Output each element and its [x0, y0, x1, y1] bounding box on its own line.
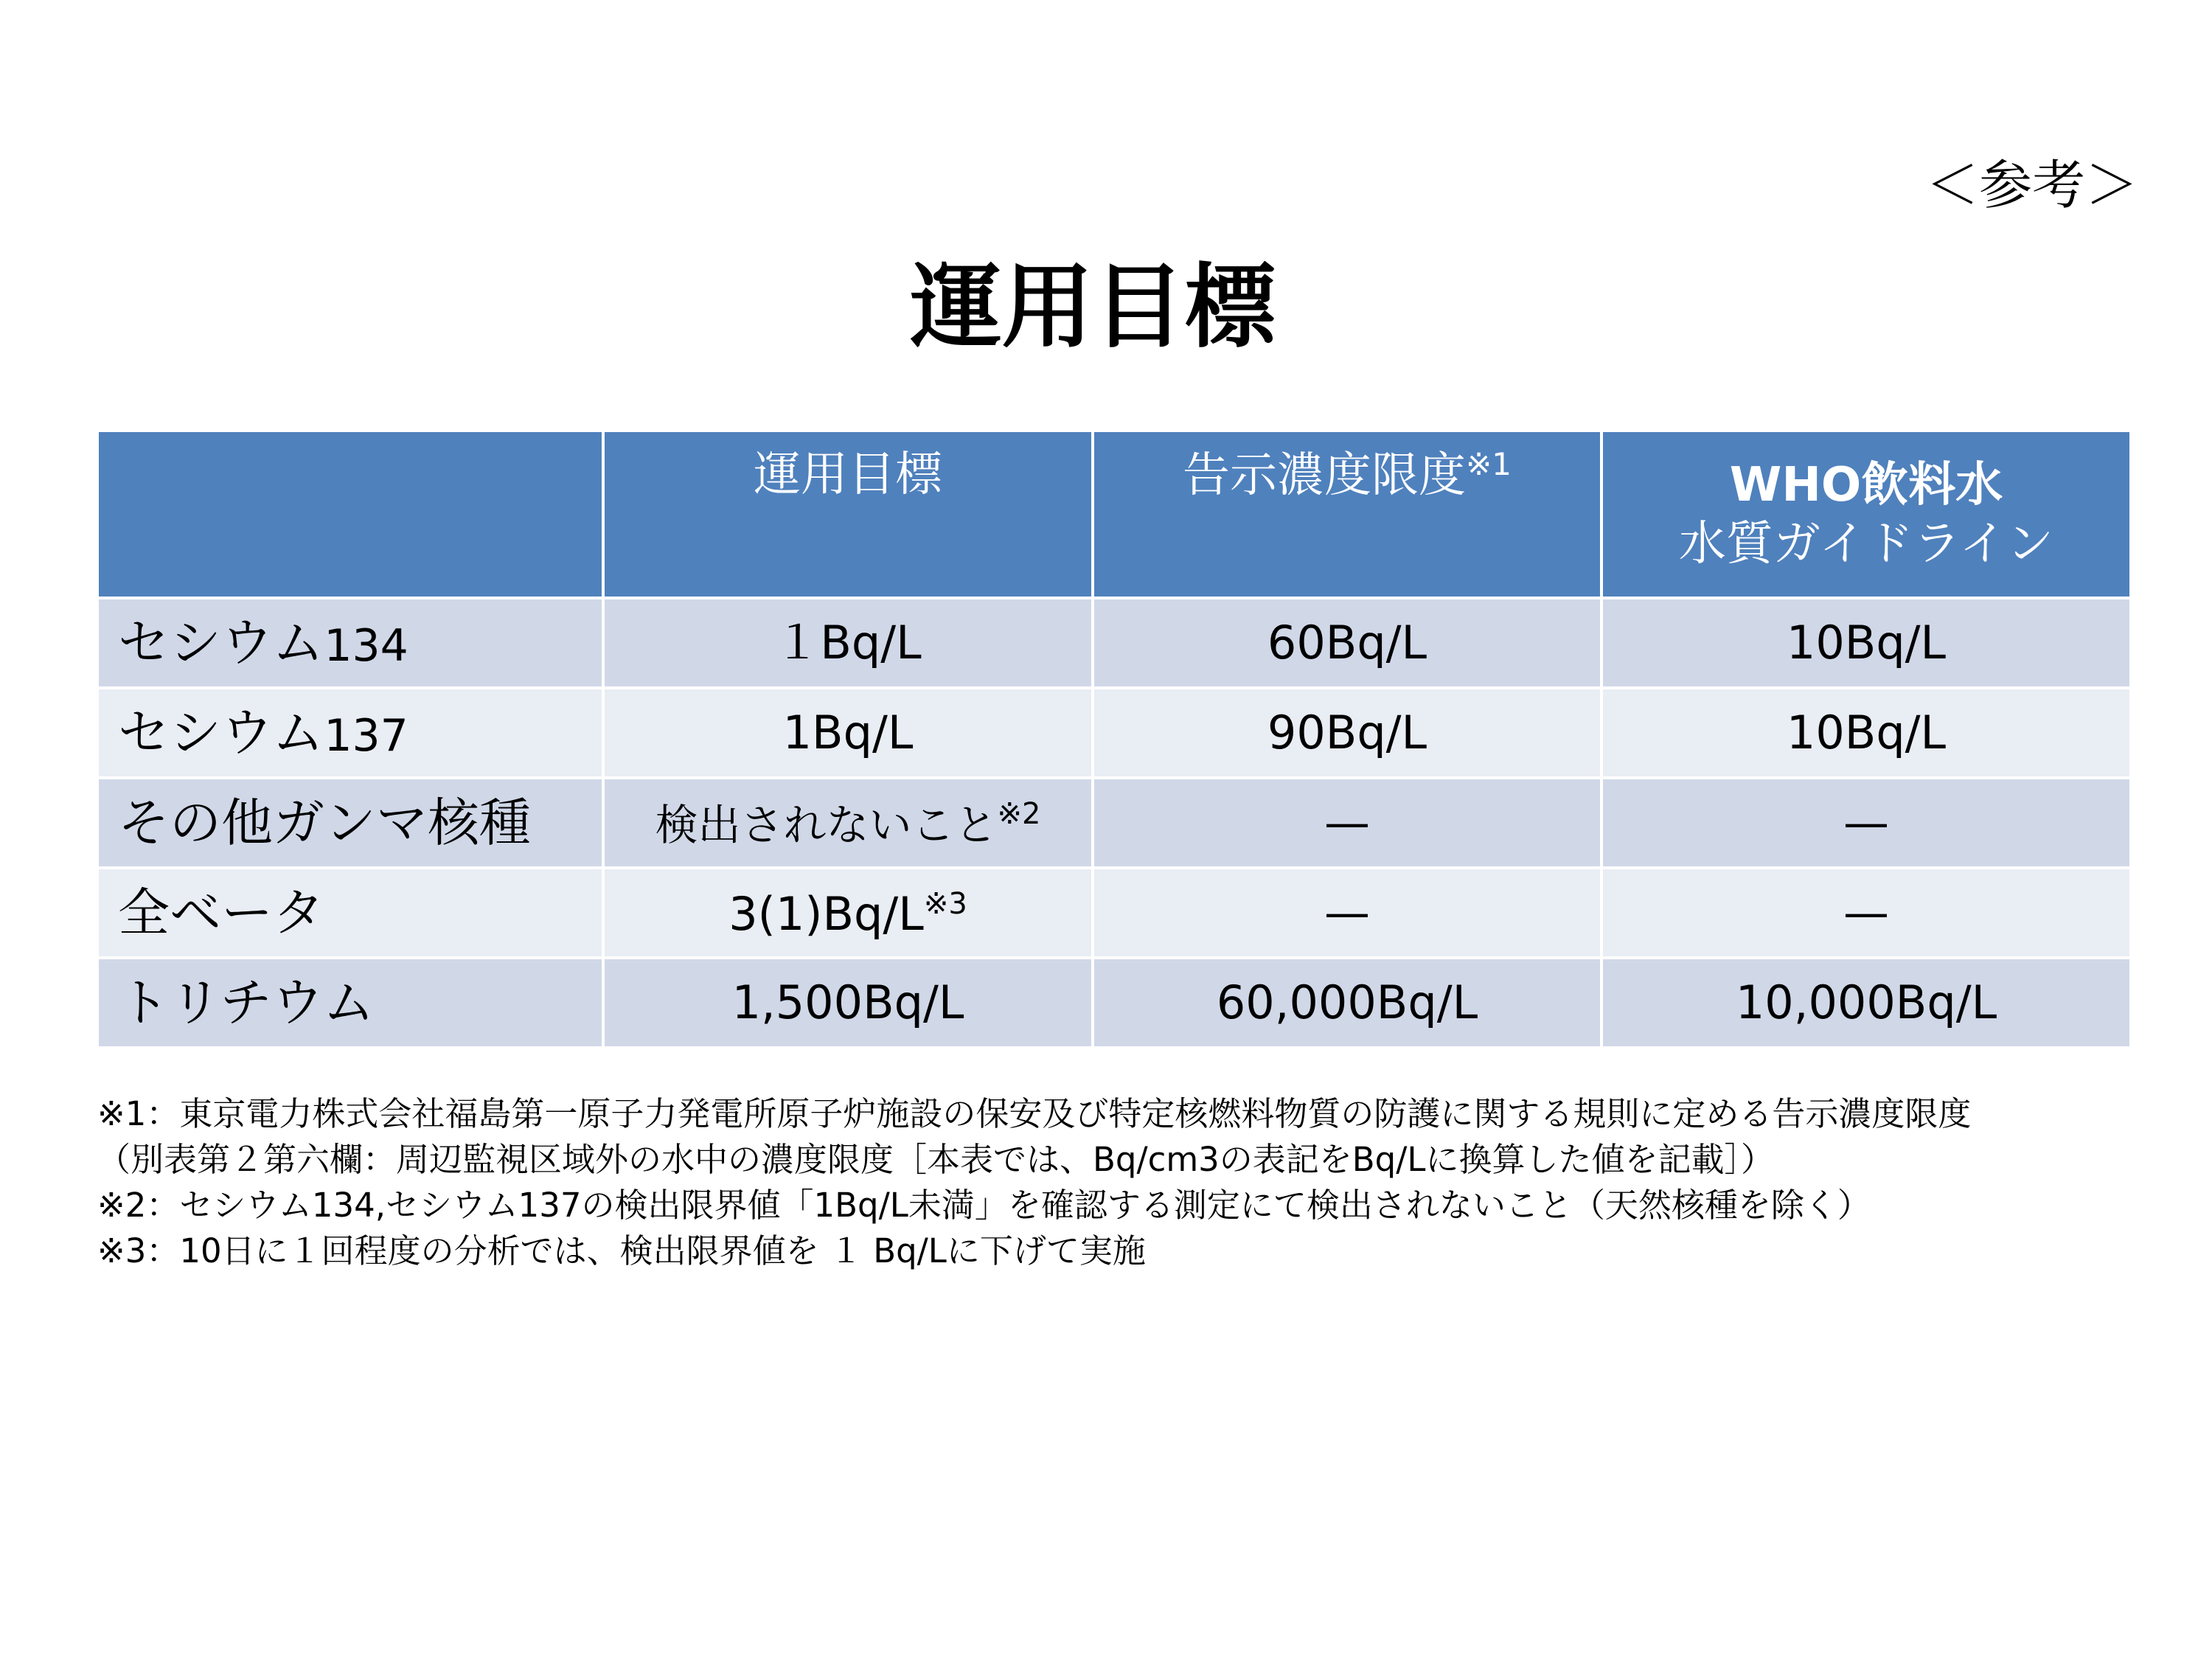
footnote-3: ※3：10日に１回程度の分析では、検出限界値を １ Bq/Lに下げて実施 — [97, 1231, 1146, 1270]
footnote-1: ※1：東京電力株式会社福島第一原子力発電所原子炉施設の保安及び特定核燃料物質の防護に関する規則に定める告示濃度限度 — [97, 1094, 1972, 1133]
row-label-cell — [97, 688, 603, 778]
header-who-guideline — [1601, 431, 2131, 598]
footnotes — [97, 1091, 2191, 1274]
header-notification-limit — [1093, 431, 1601, 598]
notification-cell: — — [1093, 778, 1601, 868]
table-row-tritium — [97, 958, 2131, 1048]
page-title: 運用目標 — [910, 254, 1276, 361]
row-label: その他ガンマ核種 — [118, 793, 531, 853]
header-empty-cell — [97, 431, 603, 598]
row-label: 全ベータ — [118, 883, 324, 943]
target-cell — [603, 868, 1093, 958]
target-value: 1,500Bq/L — [731, 975, 964, 1029]
footnote-2: ※2：セシウム134,セシウム137の検出限界値「1Bq/L未満」を確認する測定にて検出されないこと（天然核種を除く） — [97, 1186, 1871, 1225]
row-label-suffix: 134 — [324, 620, 408, 672]
row-label-cell — [97, 868, 603, 958]
row-label: セシウム — [118, 703, 324, 763]
notification-cell: 60,000Bq/L — [1093, 958, 1601, 1048]
header-operational-target-text: 運用目標 — [754, 448, 942, 502]
row-label-cell — [97, 778, 603, 868]
header-who-line2: 水質ガイドライン — [1678, 516, 2054, 571]
header-who-line1: WHO飲料水 — [1729, 457, 2003, 512]
table-row-cs134 — [97, 598, 2131, 688]
header-operational-target — [603, 431, 1093, 598]
target-value: 1Bq/L — [782, 706, 914, 759]
target-note: ※3 — [923, 886, 967, 921]
who-cell: 10Bq/L — [1601, 598, 2131, 688]
target-value: 検出されないこと — [655, 800, 998, 850]
target-value: １Bq/L — [774, 616, 922, 669]
who-cell: 10Bq/L — [1601, 688, 2131, 778]
footnote-1-continued: （別表第２第六欄：周辺監視区域外の水中の濃度限度［本表では、Bq/cm3の表記をBq/Lに換算した値を記載］） — [97, 1140, 1774, 1179]
table-header-row — [97, 431, 2131, 598]
row-label-suffix: 137 — [324, 710, 408, 762]
row-label-cell — [97, 598, 603, 688]
row-label: セシウム — [118, 613, 324, 673]
row-label-cell — [97, 958, 603, 1048]
who-cell: — — [1601, 868, 2131, 958]
target-cell — [603, 958, 1093, 1048]
reference-tag: ＜参考＞ — [1925, 154, 2138, 216]
header-notification-limit-text: 告示濃度限度 — [1183, 448, 1467, 503]
notification-cell: 90Bq/L — [1093, 688, 1601, 778]
table-row-other-gamma — [97, 778, 2131, 868]
who-cell: 10,000Bq/L — [1601, 958, 2131, 1048]
row-label: トリチウム — [118, 973, 375, 1033]
target-value: 3(1)Bq/L — [728, 886, 924, 941]
target-cell — [603, 688, 1093, 778]
notification-cell: — — [1093, 868, 1601, 958]
target-note: ※2 — [997, 797, 1041, 831]
notification-cell: 60Bq/L — [1093, 598, 1601, 688]
target-cell — [603, 598, 1093, 688]
table-row-cs137 — [97, 688, 2131, 778]
table-row-total-beta — [97, 868, 2131, 958]
who-cell: — — [1601, 778, 2131, 868]
target-values-table — [96, 429, 2132, 1049]
target-cell — [603, 778, 1093, 868]
header-notification-limit-note: ※1 — [1466, 446, 1512, 482]
